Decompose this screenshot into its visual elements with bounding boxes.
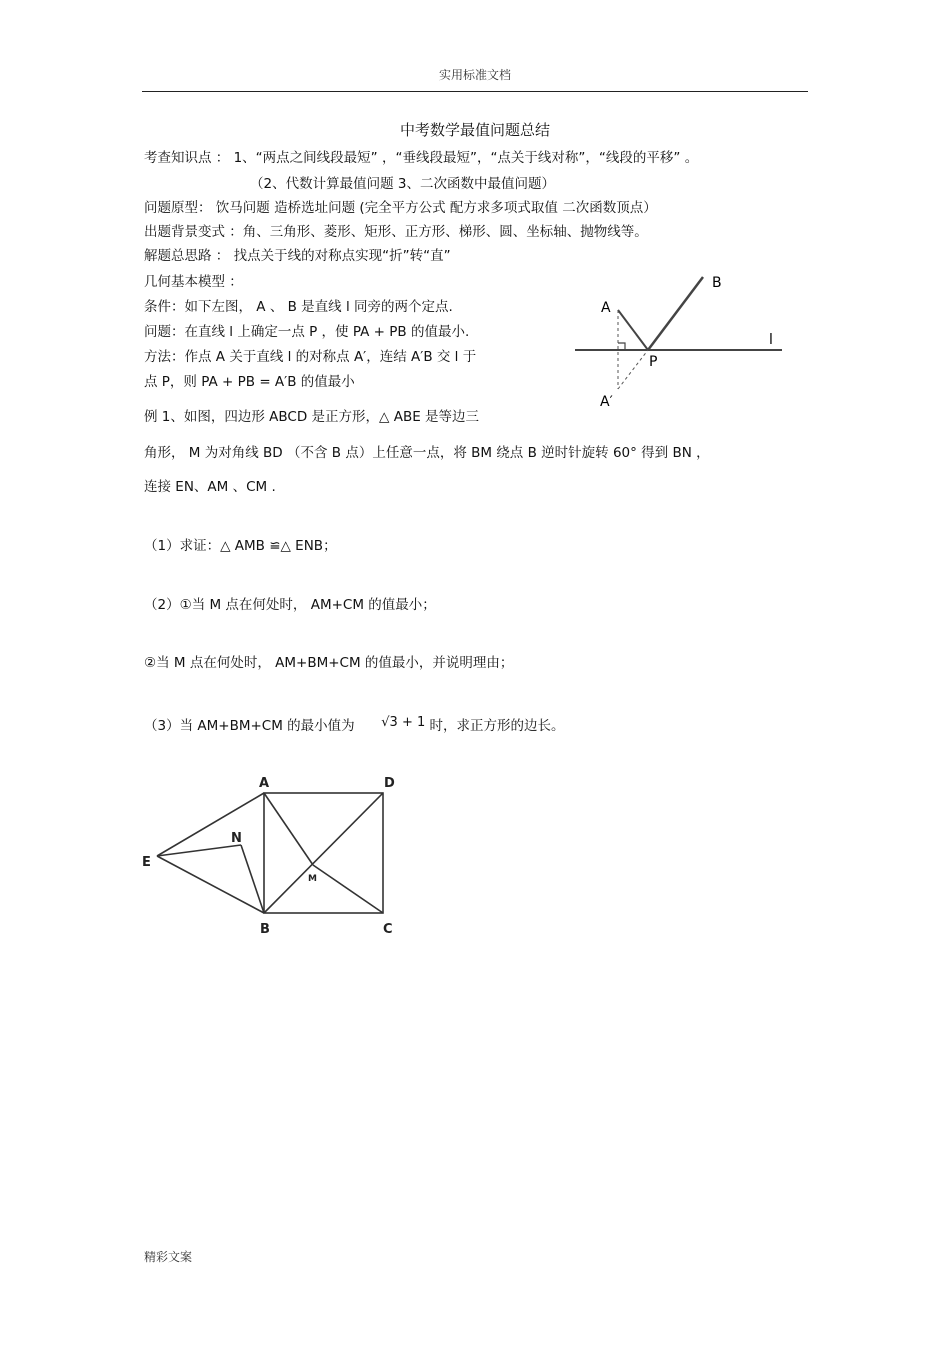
background-line: 出题背景变式 ：角、三角形、菱形、矩形、正方形、梯形、圆、坐标轴、抛物线等。 [144, 224, 648, 240]
segment-PB [648, 277, 703, 350]
label-P: P [649, 354, 658, 370]
segment-AM [264, 793, 313, 865]
knowledge-line-1: 考查知识点 ： 1、“两点之间线段最短” ，“垂线段最短”，“点关于线对称”，“线段的平移” 。 [144, 150, 699, 166]
label-D: D [384, 776, 395, 791]
label-N: N [231, 831, 242, 846]
question-2a: （2）①当 M 点在何处时， AM+CM 的值最小； [144, 597, 436, 613]
document-title: 中考数学最值问题总结 [399, 121, 550, 139]
approach-line: 解题总思路 ： 找点关于线的对称点实现“折”转“直” [144, 248, 451, 264]
label-E: E [142, 855, 151, 870]
reflection-figure [560, 265, 800, 415]
label-A: A [259, 776, 270, 791]
label-B: B [712, 275, 722, 291]
right-angle-mark [618, 343, 625, 350]
question-2b: ②当 M 点在何处时， AM+BM+CM 的值最小，并说明理由； [144, 655, 514, 671]
label-M: M [308, 874, 317, 884]
segment-APrimeP [618, 350, 648, 389]
header-rule [142, 91, 808, 92]
segment-AP [618, 310, 648, 350]
label-l: l [769, 332, 773, 348]
segment-EN [157, 845, 241, 856]
page-footer: 精彩文案 [144, 1250, 193, 1264]
segment-MC [313, 865, 383, 913]
prototype-line: 问题原型： 饮马问题 造桥选址问题 (完全平方公式 配方求多项式取值 二次函数顶点） [144, 200, 657, 216]
segment-EA [157, 793, 264, 856]
question-3-pre: （3）当 AM+BM+CM 的最小值为 [144, 718, 355, 734]
method-line-2: 点 P，则 PA + PB = A′B 的值最小 [144, 374, 355, 390]
label-A-prime: A′ [600, 394, 613, 410]
page-header: 实用标准文档 [438, 68, 511, 82]
problem-line: 问题：在直线 l 上确定一点 P ，使 PA + PB 的值最小. [144, 324, 470, 340]
condition-line: 条件：如下左图， A 、 B 是直线 l 同旁的两个定点. [144, 299, 453, 315]
method-line-1: 方法：作点 A 关于直线 l 的对称点 A′，连结 A′B 交 l 于 [144, 349, 477, 365]
square-figure [135, 770, 405, 945]
example-line-2: 角形， M 为对角线 BD （不含 B 点）上任意一点，将 BM 绕点 B 逆时针旋转 60° 得到 BN ， [144, 445, 710, 461]
diagonal-BD [264, 793, 383, 913]
label-A: A [601, 300, 611, 316]
model-heading: 几何基本模型 ： [144, 274, 243, 290]
question-3-expression: √3 + 1 [381, 715, 426, 730]
label-C: C [383, 922, 393, 937]
example-line-1: 例 1、如图，四边形 ABCD 是正方形，△ ABE 是等边三 [144, 409, 480, 425]
question-1: （1）求证：△ AMB ≌△ ENB； [144, 538, 337, 554]
label-B: B [260, 922, 270, 937]
question-3 [144, 714, 565, 734]
knowledge-line-2: （2、代数计算最值问题 3、二次函数中最值问题） [250, 176, 555, 192]
question-3-post: 时，求正方形的边长。 [429, 718, 565, 734]
example-line-3: 连接 EN、AM 、CM . [144, 479, 276, 495]
